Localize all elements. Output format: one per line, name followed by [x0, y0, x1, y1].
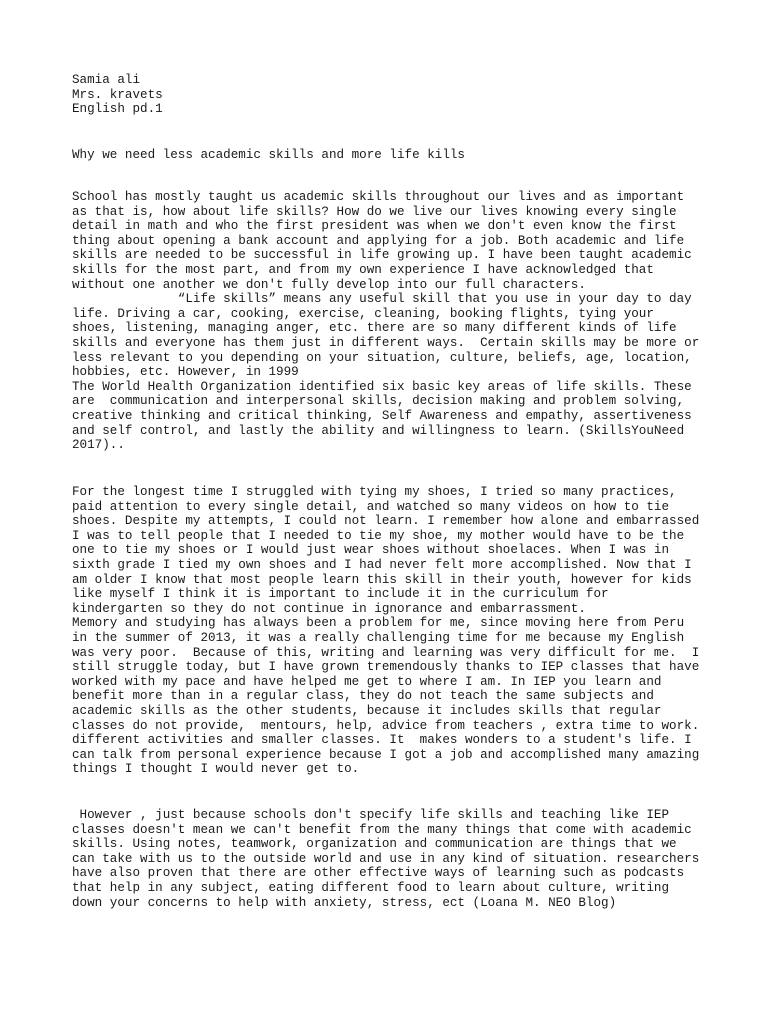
essay-paragraph-2: For the longest time I struggled with tying my shoes, I tried so many practices, paid attention to every single detail, and watched so many videos on how to tie shoes. Despite my attempts, I could not learn. I remember how alone and embarrassed I was to tell people that I needed to tie my shoe, my mother would have to be the one to tie my shoes or I would just wear shoes without shoelaces. When I was in sixth grade I tied my own shoes and I had never felt more accomplished. Now that I am older I know that most people learn this skill in their youth, however for kids like myself I think it is important to include it in the curriculum for kindergarten so they do not continue in ignorance and embarrassment. Memory and studying has always been a problem for me, since moving here from Peru in the summer of 2013, it was a really challenging time for me because my English was very poor. Because of this, writing and learning was very difficult for me. I still struggle today, but I have grown tremendously thanks to IEP classes that have worked with my pace and have helped me get to where I am. In IEP you learn and benefit more than in a regular class, they do not teach the same subjects and academic skills as the other students, because it includes skills that regular classes do not provide, mentours, help, advice from teachers , extra time to work. different activities and smaller classes. It makes wonders to a student's life. I can talk from personal experience because I got a job and accomplished many amazing things I thought I would never get to.: [72, 485, 700, 777]
student-name: Samia ali: [72, 73, 141, 87]
essay-paragraph-3: However , just because schools don't specify life skills and teaching like IEP classes doesn't mean we can't benefit from the many things that come with academic skills. Using notes, teamwork, organization and communication are things that we can take with us to the outside world and use in any kind of situation. researchers have also proven that there are other effective ways of learning such as podcasts that help in any subject, eating different food to learn about culture, writing down your concerns to help with anxiety, stress, ect (Loana M. NEO Blog): [72, 808, 700, 910]
essay-paragraph-1: School has mostly taught us academic skills throughout our lives and as important as that is, how about life skills? How do we live our lives knowing every single detail in math and who the first president was when we don't even know the first thing about opening a bank account and applying for a job. Both academic and life skills are needed to be successful in life growing up. I have been taught academic skills for the most part, and from my own experience I have acknowledged that without one another we don't fully develop into our full characters. “Life skills” means any useful skill that you use in your day to day life. Driving a car, cooking, exercise, cleaning, booking flights, tying your shoes, listening, managing anger, etc. there are so many different kinds of life skills and everyone has them just in different ways. Certain skills may be more or less relevant to you depending on your situation, culture, beliefs, age, location, hobbies, etc. However, in 1999 The World Health Organization identified six basic key areas of life skills. These are communication and interpersonal skills, decision making and problem solving, creative thinking and critical thinking, Self Awareness and empathy, assertiveness and self control, and lastly the ability and willingness to learn. (SkillsYouNeed 2017)..: [72, 190, 700, 453]
class-period: English pd.1: [72, 102, 163, 117]
essay-header: [72, 73, 732, 117]
essay-title: Why we need less academic skills and more life kills: [72, 148, 465, 162]
teacher-name: Mrs. kravets: [72, 87, 163, 102]
